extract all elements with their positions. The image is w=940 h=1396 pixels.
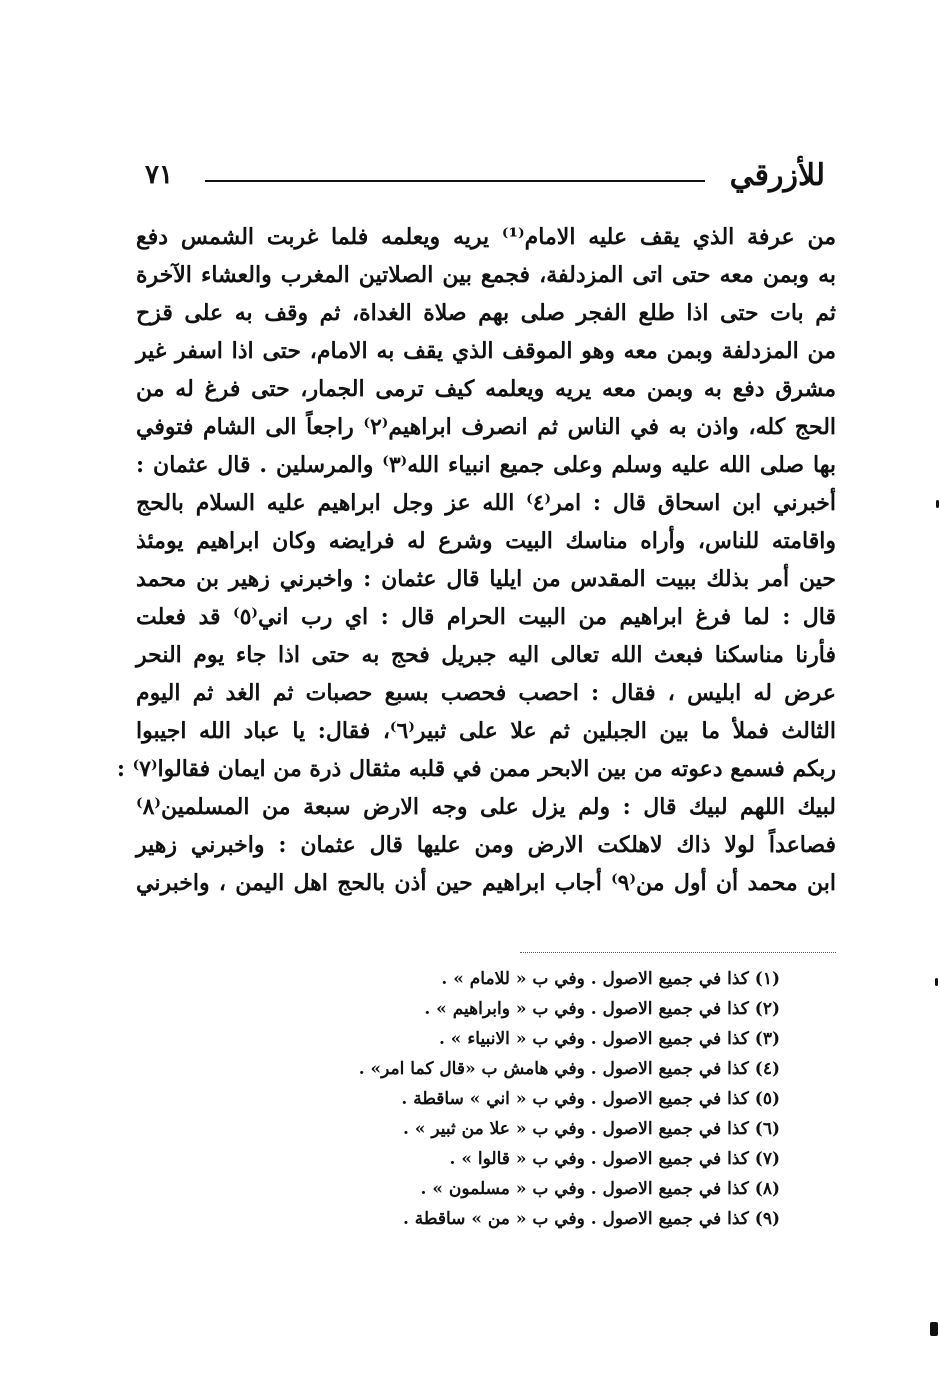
text-line: ربكم فسمع دعوته من بين الابحر ممن في قلبه مثقال ذرة من ايمان فقالوا⁽٧⁾ : <box>116 756 836 782</box>
text-line: ابن محمد أن أول من⁽٩⁾ أجاب ابراهيم حين أذن بالحج اهل اليمن ، واخبرني <box>136 870 836 896</box>
text-line: مشرق دفع به وبمن معه يريه ويعلمه كيف ترمى الجمار، حتى فرغ له من <box>136 376 836 402</box>
text-line: حين أمر بذلك ببيت المقدس من ايليا قال عثمان : واخبرني زهير بن محمد <box>136 566 836 592</box>
text-line: ثم بات حتى اذا طلع الفجر صلى بهم صلاة الغداة، ثم وقف به على قزح <box>136 300 836 326</box>
main-text <box>116 218 837 902</box>
text-line: واقامته للناس، وأراه مناسك البيت وشرع له فرايضه وكان ابراهيم يومئذ <box>136 528 836 554</box>
footnote: (٩) كذا في جميع الاصول . وفي ب « من » ساقطة . <box>402 1209 780 1229</box>
text-line: من عرفة الذي يقف عليه الامام⁽¹⁾ يريه ويعلمه فلما غربت الشمس دفع <box>136 224 836 250</box>
text-line: من المزدلفة وبمن معه وهو الموقف الذي يقف به الامام، حتى اذا اسفر غير <box>136 338 836 364</box>
footnote: (٧) كذا في جميع الاصول . وفي ب « قالوا » . <box>449 1149 780 1169</box>
text-line: الحج كله، واذن به في الناس ثم انصرف ابراهيم⁽٢⁾ راجعاً الى الشام فتوفي <box>136 414 837 440</box>
footnote: (٤) كذا في جميع الاصول . وفي هامش ب «قال كما امر» . <box>358 1059 780 1079</box>
footnote: (٨) كذا في جميع الاصول . وفي ب « مسلمون » . <box>420 1179 780 1199</box>
text-line: أخبرني ابن اسحاق قال : امر⁽٤⁾ الله عز وجل ابراهيم عليه السلام بالحج <box>136 490 836 516</box>
footnote-divider <box>520 952 836 953</box>
footnote: (١) كذا في جميع الاصول . وفي ب « للامام » . <box>441 969 780 989</box>
scan-speck <box>930 1322 938 1336</box>
text-line: به وبمن معه حتى اتى المزدلفة، فجمع بين الصلاتين المغرب والعشاء الآخرة <box>136 262 836 288</box>
header-rule <box>205 180 705 182</box>
footnotes <box>300 964 780 1234</box>
running-title: للأزرقي <box>729 158 825 193</box>
text-line: بها صلى الله عليه وسلم وعلى جميع انبياء الله⁽٣⁾ والمرسلين . قال عثمان : <box>136 452 836 478</box>
footnote: (٢) كذا في جميع الاصول . وفي ب « وابراهيم » . <box>424 999 780 1019</box>
scan-speck <box>935 978 938 986</box>
footnote: (٣) كذا في جميع الاصول . وفي ب « الانبياء » . <box>438 1029 780 1049</box>
text-line: لبيك اللهم لبيك قال : ولم يزل على وجه الارض سبعة من المسلمين⁽٨⁾ <box>136 794 836 820</box>
text-line: قال : لما فرغ ابراهيم من البيت الحرام قال : اي رب اني⁽٥⁾ قد فعلت <box>136 604 836 630</box>
footnote: (٦) كذا في جميع الاصول . وفي ب « علا من ثبير » . <box>402 1119 780 1139</box>
text-line: عرض له ابليس ، فقال : احصب فحصب بسبع حصبات ثم الغد ثم اليوم <box>136 680 836 706</box>
text-line: الثالث فملأ ما بين الجبلين ثم علا على ثبير⁽٦⁾، فقال: يا عباد الله اجيبوا <box>136 718 836 744</box>
text-line: فصاعداً لولا ذاك لاهلكت الارض ومن عليها قال عثمان : واخبرني زهير <box>136 832 836 858</box>
footnote: (٥) كذا في جميع الاصول . وفي ب « اني » ساقطة . <box>401 1089 780 1109</box>
running-header <box>145 158 825 202</box>
page-number: ٧١ <box>145 160 173 190</box>
scan-speck <box>936 500 939 508</box>
text-line: فأرنا مناسكنا فبعث الله تعالى اليه جبريل فحج به حتى اذا جاء يوم النحر <box>136 642 836 668</box>
